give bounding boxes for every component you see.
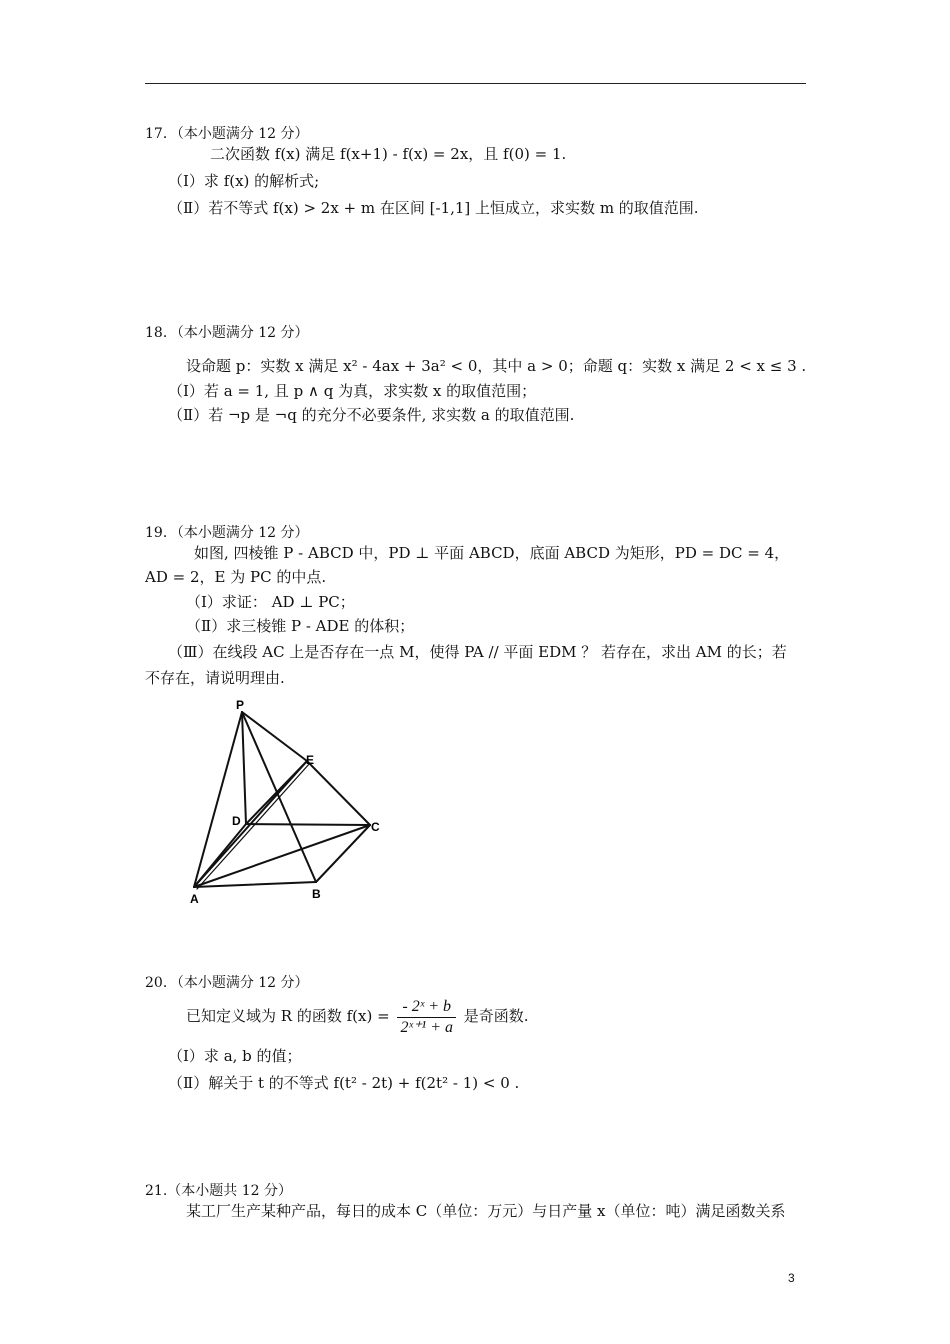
q20-stem (186, 995, 529, 1038)
q17-stem: 二次函数 f(x) 满足 f(x+1) - f(x) = 2x，且 f(0) = 1. (210, 145, 567, 163)
q19-part2: （Ⅱ）求三棱锥 P - ADE 的体积； (186, 617, 415, 635)
q19-part3-line1: （Ⅲ）在线段 AC 上是否存在一点 M，使得 PA // 平面 EDM ？ 若存在，求出 AM 的长；若 (168, 643, 787, 661)
pyramid-figure (180, 695, 400, 915)
fig-label-d: D (232, 814, 241, 828)
fig-label-b: B (312, 887, 321, 901)
fig-label-e: E (306, 753, 315, 767)
q20-stem-before: 已知定义域为 R 的函数 f(x) = (186, 1007, 390, 1025)
q18-header: 18．（本小题满分 12 分） (145, 325, 309, 341)
q17-part2: （Ⅱ）若不等式 f(x) > 2x + m 在区间 [-1,1] 上恒成立，求实数 m 的取值范围. (168, 199, 699, 217)
q21-stem: 某工厂生产某种产品，每日的成本 C（单位：万元）与日产量 x（单位：吨）满足函数关系 (186, 1202, 786, 1220)
q17-header: 17．（本小题满分 12 分） (145, 126, 309, 142)
q21-header: 21.（本小题共 12 分） (145, 1183, 292, 1199)
q20-stem-after: 是奇函数. (463, 1007, 529, 1025)
fig-label-c: C (371, 820, 380, 834)
q20-part1: （Ⅰ）求 a, b 的值； (168, 1047, 302, 1065)
page-number: 3 (788, 1271, 795, 1285)
q17-part1: （Ⅰ）求 f(x) 的解析式; (168, 172, 320, 190)
q20-fraction (397, 997, 456, 1038)
q18-part2: （Ⅱ）若 ¬p 是 ¬q 的充分不必要条件, 求实数 a 的取值范围. (168, 406, 575, 424)
header-rule (145, 83, 806, 84)
q19-part3-line2: 不存在，请说明理由. (145, 669, 285, 687)
q19-part1: （Ⅰ）求证： AD ⊥ PC； (186, 593, 355, 611)
q19-stem-line2: AD = 2，E 为 PC 的中点. (145, 568, 327, 586)
q20-header: 20．（本小题满分 12 分） (145, 975, 309, 991)
q20-denominator: 2ˣ⁺¹ + a (400, 1018, 453, 1036)
fig-label-p: P (236, 698, 245, 712)
q20-part2: （Ⅱ）解关于 t 的不等式 f(t² - 2t) + f(2t² - 1) < 0 . (168, 1074, 520, 1092)
q19-header: 19．（本小题满分 12 分） (145, 525, 309, 541)
q19-stem-line1: 如图, 四棱锥 P - ABCD 中，PD ⊥ 平面 ABCD，底面 ABCD 为矩形，PD = DC = 4， (194, 544, 790, 562)
q20-numerator: - 2ˣ + b (397, 997, 456, 1018)
q18-part1: （Ⅰ）若 a = 1, 且 p ∧ q 为真，求实数 x 的取值范围； (168, 382, 537, 400)
q18-stem: 设命题 p：实数 x 满足 x² - 4ax + 3a² < 0，其中 a > 0；命题 q：实数 x 满足 2 < x ≤ 3 . (186, 357, 807, 375)
fig-label-a: A (190, 892, 199, 906)
